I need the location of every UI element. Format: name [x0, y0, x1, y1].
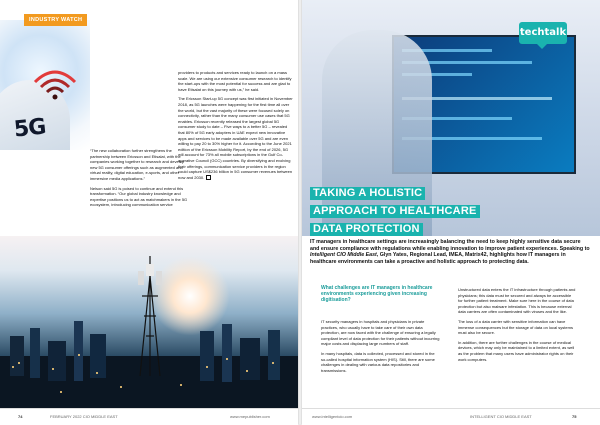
paragraph: Unstructured data enters the IT infrastructure through patients and physicians; this data must be secured and always be accessible for further patient treatment. Make sure here in the course of data protection but also malware infestation. This is because external data carriers are often contaminated with viruses and the like. [458, 287, 576, 315]
magazine-name: INTELLIGENT CIO MIDDLE EAST [470, 414, 532, 419]
paragraph: The Ericsson Start-up 5G concept was first initiated in November 2018, as 5G launches were happening for the first time all over the world, but the vast majority of these were focused solely on connectivity, rather than the many consumer use cases that 5G enables. Ericsson recently released the largest global 5G consumer study to date – Five ways to a better 5G – revealed that 80% of 5G early adopters in UAE expect new innovative apps and services to be made available over 5G and are even willing to pay 20 to 30% higher for it. According to the June 2021 edition of the Ericsson Mobility Report, by the end of 2026, 5G will account for 73% all mobile subscriptions in the Gulf Co-operative Council (GCC) countries. By diversifying and evolving their offerings, communication service providers in the region could capture US$236 billion in 5G consumer revenues between now and 2030. [178, 96, 293, 180]
article-lead: IT managers in healthcare settings are increasingly balancing the need to keep highly sensitive data secure and ensure compliance with regulations while enabling innovation to improve patient experiences. Speaking to Intelligent CIO Middle East, Glyn Yates, Regional Lead, IMEA, Matrix42, highlights how IT managers in healthcare environments can take a proactive and holistic approach to protecting data. [310, 239, 590, 265]
5g-hand-image [0, 20, 90, 150]
telecom-city-image [0, 236, 298, 408]
title-line: TAKING A HOLISTIC [310, 187, 425, 200]
article-column-c [321, 319, 441, 377]
end-mark-icon [206, 175, 211, 180]
article-column-d [458, 287, 576, 366]
paragraph: “The new collaboration further strengthens the partnership between Ericsson and Etisalat, with the companies working together to research and develop new 5G consumer offerings such as augmented and virtual reality, digital education, e-sports, and other immersive media applications.” [90, 148, 185, 181]
magazine-name: FEBRUARY 2022 CIO MIDDLE EAST [50, 414, 118, 419]
5g-label: 5G [12, 114, 47, 143]
techtalk-logo: techtalk [519, 22, 567, 44]
wifi-icon [30, 60, 80, 100]
paragraph: Nelson said 5G is poised to continue and extend this transformation. “Our global industry knowledge and expertise positions us to act as matchmakers in the 5G ecosystem, introducing communication service [90, 185, 188, 208]
question-heading: What challenges are IT managers in healthcare environments experiencing given increasing digitisation? [321, 285, 433, 303]
paragraph: In many hospitals, data is collected, processed and stored in the so-called hospital information system (HIS). Still, there are some challenges in dealing with various data repositories and transmissions. [321, 350, 435, 373]
article-title [310, 183, 495, 237]
paragraph: providers to products and services ready to launch on a mass scale. We are using our extensive consumer research to identify the start-ups with the most potential for success and are glad to have Etisalat on this journey with us,” he said. [178, 70, 292, 92]
article-column-a [90, 148, 190, 212]
section-tag: INDUSTRY WATCH [24, 14, 87, 26]
left-footer [0, 408, 298, 425]
title-line: DATA PROTECTION [310, 223, 423, 236]
page-number: 74 [18, 414, 23, 419]
paragraph: The loss of a data carrier with sensitive information can have immense consequences but the storage of data on local systems must also be secure. [458, 318, 573, 336]
footer-url: www.mepublisher.com [230, 414, 270, 419]
article-column-b [178, 70, 293, 184]
paragraph: In addition, there are further challenges in the course of medical devices, which may only be maintained to a limited extent, as well as the problem that many users have administrator rights on their work computers. [458, 339, 575, 362]
page-number: 75 [572, 414, 577, 419]
footer-url: www.intelligentcio.com [312, 414, 353, 419]
paragraph: IT security managers in hospitals and physicians in private practices, who usually have to take care of their own data protection, are now faced with the challenge of ensuring a legally compliant level of data protection for their patients without incurring major costs and displacing large numbers of staff. [321, 319, 440, 347]
right-footer [302, 408, 600, 425]
title-line: APPROACH TO HEALTHCARE [310, 205, 480, 218]
